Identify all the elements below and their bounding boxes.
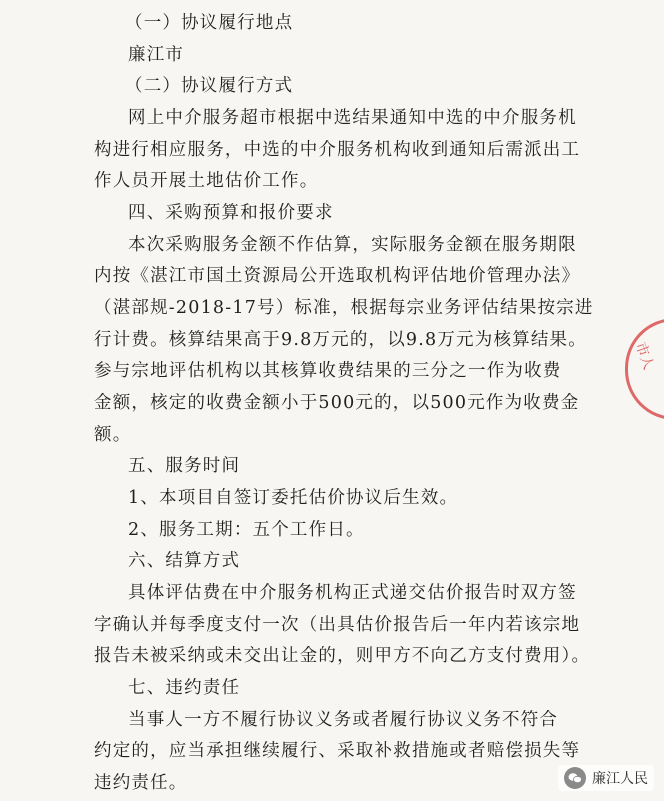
section-heading-location: （一）协议履行地点 bbox=[125, 13, 294, 33]
paragraph-line: 违约责任。 bbox=[94, 773, 188, 793]
paragraph-line: 作人员开展土地估价工作。 bbox=[94, 171, 319, 191]
paragraph-line: 网上中介服务超市根据中选结果通知中选的中介服务机 bbox=[128, 108, 577, 128]
paragraph-line: 具体评估费在中介服务机构正式递交估价报告时双方签 bbox=[128, 583, 577, 603]
paragraph-line: 本次采购服务金额不作估算，实际服务金额在服务期限 bbox=[128, 235, 577, 255]
paragraph-line: 参与宗地评估机构以其核算收费结果的三分之一作为收费 bbox=[94, 361, 562, 381]
paragraph-line: 行计费。核算结果高于9.8万元的，以9.8万元为核算结果。 bbox=[94, 330, 587, 350]
section-heading-liability: 七、违约责任 bbox=[128, 678, 241, 698]
paragraph-line: 约定的，应当承担继续履行、采取补救措施或者赔偿损失等 bbox=[94, 741, 581, 761]
list-item: 1、本项目自签订委托估价协议后生效。 bbox=[128, 488, 459, 508]
paragraph-line: 额。 bbox=[94, 425, 132, 445]
paragraph-line: 廉江市 bbox=[128, 45, 185, 65]
section-heading-settlement: 六、结算方式 bbox=[128, 551, 241, 571]
paragraph-line: 当事人一方不履行协议义务或者履行协议义务不符合 bbox=[128, 710, 559, 730]
account-name: 廉江人民 bbox=[592, 771, 648, 787]
paragraph-line: 金额，核定的收费金额小于500元的，以500元作为收费金 bbox=[94, 393, 580, 413]
paragraph-line: 内按《湛江市国土资源局公开选取机构评估地价管理办法》 bbox=[94, 266, 581, 286]
paragraph-line: 字确认并每季度支付一次（出具估价报告后一年内若该宗地 bbox=[94, 615, 581, 635]
wechat-icon bbox=[564, 767, 586, 789]
list-item: 2、服务工期：五个工作日。 bbox=[128, 520, 365, 540]
section-heading-budget: 四、采购预算和报价要求 bbox=[128, 203, 334, 223]
paragraph-line: 构进行相应服务，中选的中介服务机构收到通知后需派出工 bbox=[94, 140, 581, 160]
paragraph-line: 报告未被采纳或未交出让金的，则甲方不向乙方支付费用）。 bbox=[94, 646, 591, 666]
seal-text: 市人 bbox=[631, 340, 657, 372]
section-heading-method: （二）协议履行方式 bbox=[125, 76, 294, 96]
section-heading-service-time: 五、服务时间 bbox=[128, 456, 241, 476]
paragraph-line: （湛部规-2018-17号）标准，根据每宗业务评估结果按宗进 bbox=[94, 298, 594, 318]
source-watermark bbox=[558, 765, 654, 791]
